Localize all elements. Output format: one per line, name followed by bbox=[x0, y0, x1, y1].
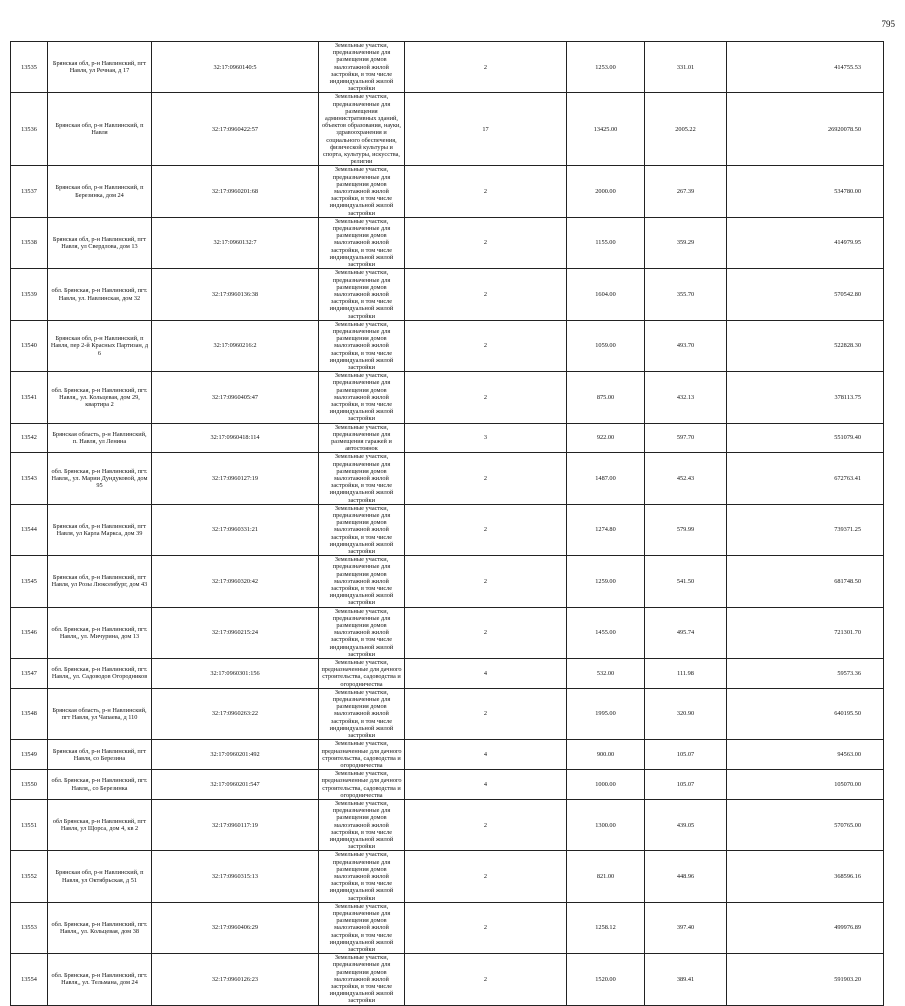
group-number-cell: 2 bbox=[405, 851, 567, 902]
group-number-cell: 2 bbox=[405, 556, 567, 607]
cadastral-number-cell: 32:17:0960201:68 bbox=[152, 166, 319, 217]
group-number-cell: 2 bbox=[405, 607, 567, 658]
table-body bbox=[11, 42, 884, 1006]
group-number-cell: 4 bbox=[405, 740, 567, 770]
area-cell: 1487.00 bbox=[567, 453, 645, 504]
land-use-cell: Земельные участки, предназначенные для размещения домов малоэтажной жилой застройки, в том числе индивидуальной жилой застройки bbox=[319, 954, 405, 1005]
area-cell: 1253.00 bbox=[567, 42, 645, 93]
record-number: 13548 bbox=[11, 688, 48, 739]
group-number-cell: 2 bbox=[405, 269, 567, 320]
unit-price-cell: 597.70 bbox=[645, 423, 727, 453]
cadastral-number-cell: 32:17:0960136:38 bbox=[152, 269, 319, 320]
unit-price-cell: 579.99 bbox=[645, 504, 727, 555]
land-use-cell: Земельные участки, предназначенные для размещения домов малоэтажной жилой застройки, в том числе индивидуальной жилой застройки bbox=[319, 42, 405, 93]
unit-price-cell: 452.43 bbox=[645, 453, 727, 504]
cadastral-value-cell: 570765.00 bbox=[727, 799, 884, 850]
record-number: 13545 bbox=[11, 556, 48, 607]
unit-price-cell: 320.90 bbox=[645, 688, 727, 739]
area-cell: 821.00 bbox=[567, 851, 645, 902]
cadastral-value-cell: 591903.20 bbox=[727, 954, 884, 1005]
cadastral-number-cell: 32:17:0960331:21 bbox=[152, 504, 319, 555]
record-number: 13553 bbox=[11, 902, 48, 953]
table-row bbox=[11, 320, 884, 371]
cadastral-number-cell: 32:17:0960263:22 bbox=[152, 688, 319, 739]
table-row bbox=[11, 688, 884, 739]
record-number: 13539 bbox=[11, 269, 48, 320]
cadastral-number-cell: 32:17:0960422:57 bbox=[152, 93, 319, 166]
group-number-cell: 2 bbox=[405, 954, 567, 1005]
cadastral-number-cell: 32:17:0960406:29 bbox=[152, 902, 319, 953]
area-cell: 1274.80 bbox=[567, 504, 645, 555]
address-cell: обл. Брянская, р-н Навлинский, пгт. Навля,, ул. Марии Дундуковой, дом 95 bbox=[48, 453, 152, 504]
record-number: 13535 bbox=[11, 42, 48, 93]
cadastral-value-cell: 26920078.50 bbox=[727, 93, 884, 166]
table-row bbox=[11, 770, 884, 800]
land-use-cell: Земельные участки, предназначенные для размещения домов малоэтажной жилой застройки, в том числе индивидуальной жилой застройки bbox=[319, 504, 405, 555]
record-number: 13546 bbox=[11, 607, 48, 658]
cadastral-number-cell: 32:17:0960201:547 bbox=[152, 770, 319, 800]
area-cell: 1300.00 bbox=[567, 799, 645, 850]
area-cell: 2000.00 bbox=[567, 166, 645, 217]
area-cell: 1604.00 bbox=[567, 269, 645, 320]
land-use-cell: Земельные участки, предназначенные для размещения домов малоэтажной жилой застройки, в том числе индивидуальной жилой застройки bbox=[319, 607, 405, 658]
cadastral-number-cell: 32:17:0960117:19 bbox=[152, 799, 319, 850]
record-number: 13552 bbox=[11, 851, 48, 902]
record-number: 13550 bbox=[11, 770, 48, 800]
cadastral-value-cell: 551079.40 bbox=[727, 423, 884, 453]
cadastral-number-cell: 32:17:0960140:5 bbox=[152, 42, 319, 93]
unit-price-cell: 493.70 bbox=[645, 320, 727, 371]
record-number: 13540 bbox=[11, 320, 48, 371]
land-use-cell: Земельные участки, предназначенные для размещения домов малоэтажной жилой застройки, в том числе индивидуальной жилой застройки bbox=[319, 217, 405, 268]
table-row bbox=[11, 607, 884, 658]
address-cell: Брянская обл, р-н Навлинский, пгт Навля, со Березина bbox=[48, 740, 152, 770]
cadastral-number-cell: 32:17:0960320:42 bbox=[152, 556, 319, 607]
cadastral-value-cell: 414755.53 bbox=[727, 42, 884, 93]
table-row bbox=[11, 93, 884, 166]
unit-price-cell: 439.05 bbox=[645, 799, 727, 850]
land-use-cell: Земельные участки, предназначенные для размещения гаражей и автостоянок bbox=[319, 423, 405, 453]
area-cell: 1000.00 bbox=[567, 770, 645, 800]
address-cell: обл. Брянская, р-н Навлинский, пгт. Навля,, со Березинка bbox=[48, 770, 152, 800]
table-row bbox=[11, 851, 884, 902]
address-cell: обл. Брянская, р-н Навлинский, пгт. Навля,, ул. Мичурина, дом 13 bbox=[48, 607, 152, 658]
cadastral-value-cell: 378113.75 bbox=[727, 372, 884, 423]
group-number-cell: 2 bbox=[405, 453, 567, 504]
area-cell: 13425.00 bbox=[567, 93, 645, 166]
address-cell: Брянская обл, р-н Навлинский, п Березинка, дом 24 bbox=[48, 166, 152, 217]
unit-price-cell: 432.13 bbox=[645, 372, 727, 423]
table-row bbox=[11, 42, 884, 93]
address-cell: Брянская обл, р-н Навлинский, п Навля, пер 2-й Красных Партизан, д 6 bbox=[48, 320, 152, 371]
cadastral-number-cell: 32:17:0960127:19 bbox=[152, 453, 319, 504]
land-registry-table bbox=[10, 41, 884, 1006]
cadastral-value-cell: 640195.50 bbox=[727, 688, 884, 739]
group-number-cell: 4 bbox=[405, 659, 567, 689]
unit-price-cell: 355.70 bbox=[645, 269, 727, 320]
record-number: 13549 bbox=[11, 740, 48, 770]
table-row bbox=[11, 799, 884, 850]
unit-price-cell: 541.50 bbox=[645, 556, 727, 607]
table-row bbox=[11, 269, 884, 320]
table-row bbox=[11, 659, 884, 689]
cadastral-number-cell: 32:17:0960405:47 bbox=[152, 372, 319, 423]
cadastral-number-cell: 32:17:0960126:23 bbox=[152, 954, 319, 1005]
record-number: 13542 bbox=[11, 423, 48, 453]
address-cell: Брянская обл, р-н Навлинский, п Навля bbox=[48, 93, 152, 166]
record-number: 13538 bbox=[11, 217, 48, 268]
unit-price-cell: 495.74 bbox=[645, 607, 727, 658]
table-row bbox=[11, 902, 884, 953]
cadastral-number-cell: 32:17:0960132:7 bbox=[152, 217, 319, 268]
table-row bbox=[11, 740, 884, 770]
unit-price-cell: 448.96 bbox=[645, 851, 727, 902]
address-cell: Брянская область, р-н Навлинский, п. Навля, ул Ленина bbox=[48, 423, 152, 453]
cadastral-number-cell: 32:17:0960216:2 bbox=[152, 320, 319, 371]
record-number: 13551 bbox=[11, 799, 48, 850]
cadastral-value-cell: 681748.50 bbox=[727, 556, 884, 607]
address-cell: обл Брянская, р-н Навлинский, пгт Навля, ул Щорса, дом 4, кв 2 bbox=[48, 799, 152, 850]
land-use-cell: Земельные участки, предназначенные для размещения домов малоэтажной жилой застройки, в том числе индивидуальной жилой застройки bbox=[319, 556, 405, 607]
table-row bbox=[11, 453, 884, 504]
cadastral-value-cell: 672763.41 bbox=[727, 453, 884, 504]
address-cell: Брянская область, р-н Навлинский, пгт Навля, ул Чапаева, д 110 bbox=[48, 688, 152, 739]
address-cell: обл. Брянская, р-н Навлинский, пгт. Навля,, ул. Садоводов Огородников bbox=[48, 659, 152, 689]
record-number: 13537 bbox=[11, 166, 48, 217]
address-cell: обл. Брянская, р-н Навлинский, пгт. Навля,, ул. Кольцевая, дом 29, квартира 2 bbox=[48, 372, 152, 423]
unit-price-cell: 397.40 bbox=[645, 902, 727, 953]
address-cell: обл. Брянская, р-н Навлинский, пгт. Навля,, ул. Тельмана, дом 24 bbox=[48, 954, 152, 1005]
unit-price-cell: 111.98 bbox=[645, 659, 727, 689]
cadastral-value-cell: 522828.30 bbox=[727, 320, 884, 371]
land-use-cell: Земельные участки, предназначенные для размещения домов малоэтажной жилой застройки, в том числе индивидуальной жилой застройки bbox=[319, 902, 405, 953]
record-number: 13554 bbox=[11, 954, 48, 1005]
cadastral-value-cell: 534780.00 bbox=[727, 166, 884, 217]
cadastral-number-cell: 32:17:0960215:24 bbox=[152, 607, 319, 658]
group-number-cell: 4 bbox=[405, 770, 567, 800]
group-number-cell: 2 bbox=[405, 320, 567, 371]
cadastral-number-cell: 32:17:0960315:13 bbox=[152, 851, 319, 902]
record-number: 13543 bbox=[11, 453, 48, 504]
area-cell: 1259.00 bbox=[567, 556, 645, 607]
cadastral-value-cell: 368596.16 bbox=[727, 851, 884, 902]
land-use-cell: Земельные участки, предназначенные для размещения домов малоэтажной жилой застройки, в том числе индивидуальной жилой застройки bbox=[319, 320, 405, 371]
area-cell: 900.00 bbox=[567, 740, 645, 770]
record-number: 13544 bbox=[11, 504, 48, 555]
land-use-cell: Земельные участки, предназначенные для размещения административных зданий, объектов образования, науки, здравоохранения и социального обеспечения, физической культуры и спорта, культуры, искусства, религии bbox=[319, 93, 405, 166]
group-number-cell: 2 bbox=[405, 42, 567, 93]
land-use-cell: Земельные участки, предназначенные для размещения домов малоэтажной жилой застройки, в том числе индивидуальной жилой застройки bbox=[319, 799, 405, 850]
cadastral-value-cell: 739371.25 bbox=[727, 504, 884, 555]
area-cell: 1520.00 bbox=[567, 954, 645, 1005]
group-number-cell: 2 bbox=[405, 372, 567, 423]
land-use-cell: Земельные участки, предназначенные для размещения домов малоэтажной жилой застройки, в том числе индивидуальной жилой застройки bbox=[319, 453, 405, 504]
table-row bbox=[11, 423, 884, 453]
address-cell: Брянская обл, р-н Навлинский, п Навля, ул Октябрьская, д 51 bbox=[48, 851, 152, 902]
table-row bbox=[11, 166, 884, 217]
cadastral-number-cell: 32:17:0960301:156 bbox=[152, 659, 319, 689]
unit-price-cell: 331.01 bbox=[645, 42, 727, 93]
land-use-cell: Земельные участки, предназначенные для размещения домов малоэтажной жилой застройки, в том числе индивидуальной жилой застройки bbox=[319, 166, 405, 217]
unit-price-cell: 105.07 bbox=[645, 740, 727, 770]
area-cell: 532.00 bbox=[567, 659, 645, 689]
cadastral-value-cell: 59573.36 bbox=[727, 659, 884, 689]
area-cell: 1995.00 bbox=[567, 688, 645, 739]
cadastral-value-cell: 105070.00 bbox=[727, 770, 884, 800]
table-row bbox=[11, 504, 884, 555]
unit-price-cell: 267.39 bbox=[645, 166, 727, 217]
land-use-cell: Земельные участки, предназначенные для размещения домов малоэтажной жилой застройки, в том числе индивидуальной жилой застройки bbox=[319, 269, 405, 320]
unit-price-cell: 359.29 bbox=[645, 217, 727, 268]
group-number-cell: 3 bbox=[405, 423, 567, 453]
group-number-cell: 17 bbox=[405, 93, 567, 166]
area-cell: 1258.12 bbox=[567, 902, 645, 953]
cadastral-value-cell: 499976.89 bbox=[727, 902, 884, 953]
land-use-cell: Земельные участки, предназначенные для дачного строительства, садоводства и огородничества bbox=[319, 740, 405, 770]
address-cell: Брянская обл, р-н Навлинский, пгт Навля, ул Речная, д 17 bbox=[48, 42, 152, 93]
table-row bbox=[11, 217, 884, 268]
record-number: 13541 bbox=[11, 372, 48, 423]
land-use-cell: Земельные участки, предназначенные для размещения домов малоэтажной жилой застройки, в том числе индивидуальной жилой застройки bbox=[319, 372, 405, 423]
group-number-cell: 2 bbox=[405, 504, 567, 555]
record-number: 13536 bbox=[11, 93, 48, 166]
land-use-cell: Земельные участки, предназначенные для дачного строительства, садоводства и огородничества bbox=[319, 770, 405, 800]
address-cell: Брянская обл, р-н Навлинский, пгт Навля, ул Карла Маркса, дом 39 bbox=[48, 504, 152, 555]
unit-price-cell: 105.07 bbox=[645, 770, 727, 800]
cadastral-value-cell: 570542.80 bbox=[727, 269, 884, 320]
page-number: 795 bbox=[881, 19, 895, 29]
address-cell: обл. Брянская, р-н Навлинский, пгт. Навля, ул. Навлинская, дом 32 bbox=[48, 269, 152, 320]
group-number-cell: 2 bbox=[405, 799, 567, 850]
group-number-cell: 2 bbox=[405, 217, 567, 268]
group-number-cell: 2 bbox=[405, 166, 567, 217]
area-cell: 1059.00 bbox=[567, 320, 645, 371]
record-number: 13547 bbox=[11, 659, 48, 689]
area-cell: 1155.00 bbox=[567, 217, 645, 268]
group-number-cell: 2 bbox=[405, 688, 567, 739]
cadastral-value-cell: 414979.95 bbox=[727, 217, 884, 268]
address-cell: обл. Брянская, р-н Навлинский, пгт. Навля,, ул. Кольцевая, дом 38 bbox=[48, 902, 152, 953]
cadastral-value-cell: 721301.70 bbox=[727, 607, 884, 658]
land-use-cell: Земельные участки, предназначенные для размещения домов малоэтажной жилой застройки, в том числе индивидуальной жилой застройки bbox=[319, 688, 405, 739]
cadastral-value-cell: 94563.00 bbox=[727, 740, 884, 770]
unit-price-cell: 389.41 bbox=[645, 954, 727, 1005]
cadastral-number-cell: 32:17:0960418:114 bbox=[152, 423, 319, 453]
area-cell: 922.00 bbox=[567, 423, 645, 453]
area-cell: 875.00 bbox=[567, 372, 645, 423]
land-use-cell: Земельные участки, предназначенные для размещения домов малоэтажной жилой застройки, в том числе индивидуальной жилой застройки bbox=[319, 851, 405, 902]
unit-price-cell: 2005.22 bbox=[645, 93, 727, 166]
address-cell: Брянская обл, р-н Навлинский, пгт Навля, ул Свердлова, дом 13 bbox=[48, 217, 152, 268]
table-row bbox=[11, 954, 884, 1005]
land-use-cell: Земельные участки, предназначенные для дачного строительства, садоводства и огородничества bbox=[319, 659, 405, 689]
address-cell: Брянская обл, р-н Навлинский, пгт Навля, ул Розы Люксембург, дом 43 bbox=[48, 556, 152, 607]
area-cell: 1455.00 bbox=[567, 607, 645, 658]
table-row bbox=[11, 372, 884, 423]
group-number-cell: 2 bbox=[405, 902, 567, 953]
cadastral-number-cell: 32:17:0960201:492 bbox=[152, 740, 319, 770]
table-row bbox=[11, 556, 884, 607]
